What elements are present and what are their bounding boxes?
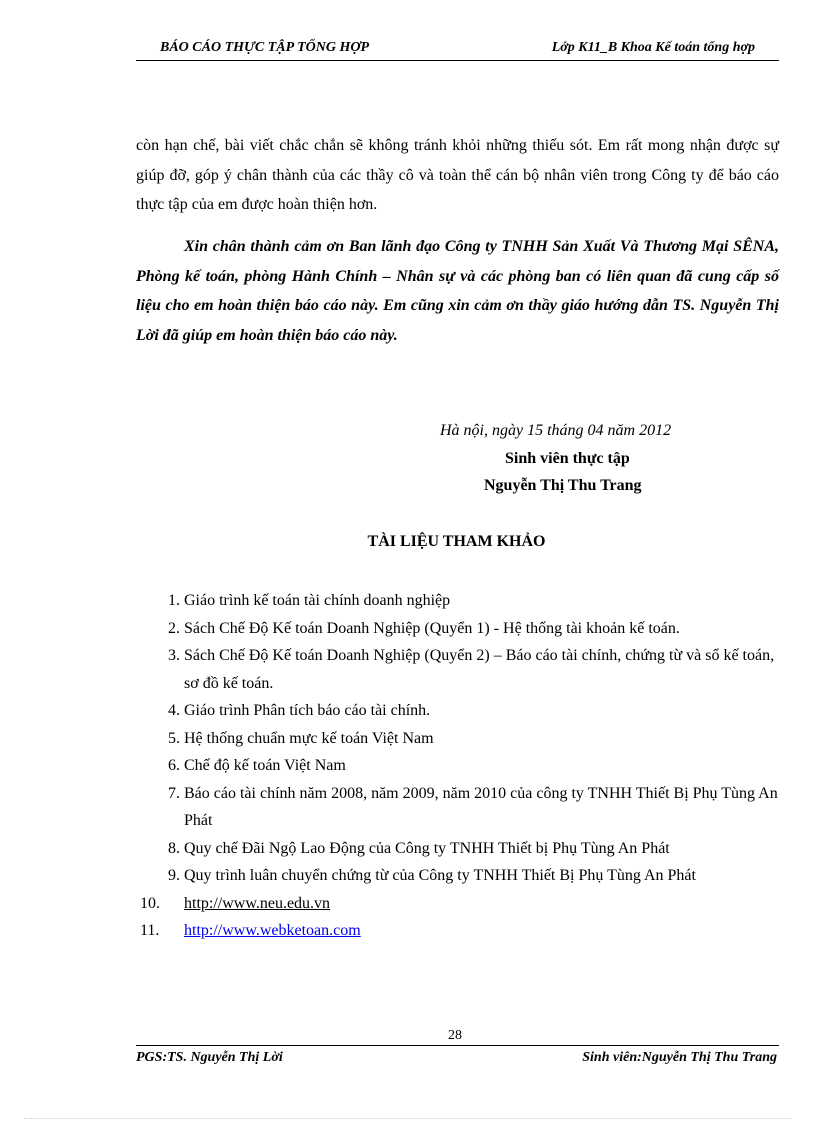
page-bottom-border [24,1118,792,1119]
reference-number: 10. [140,894,160,912]
reference-text: Quy chế Đãi Ngộ Lao Động của Công ty TNHH Thiết bị Phụ Tùng An Phát [184,839,670,857]
signature-name: Nguyễn Thị Thu Trang [484,477,642,494]
reference-text: Hệ thống chuẩn mực kế toán Việt Nam [184,729,434,747]
reference-item [148,587,778,615]
references-title: TÀI LIỆU THAM KHẢO [367,533,546,550]
signature-date: Hà nội, ngày 15 tháng 04 năm 2012 [440,422,672,439]
reference-item [148,697,778,725]
reference-number: 2. [168,619,180,637]
reference-text: Sách Chế Độ Kế toán Doanh Nghiệp (Quyển 2) – Báo cáo tài chính, chứng từ và sổ kế toán, sơ đồ kế toán. [184,647,775,692]
reference-item [148,835,778,863]
reference-number: 8. [168,839,180,857]
header-class-info: Lớp K11_B Khoa Kế toán tổng hợp [551,40,755,55]
reference-link-neu[interactable]: http://www.neu.edu.vn [184,894,331,912]
reference-number: 6. [168,757,180,774]
reference-item [148,752,778,780]
reference-text: Giáo trình kế toán tài chính doanh nghiệp [184,592,451,609]
references-list [140,587,778,945]
reference-item [140,917,778,945]
reference-number: 9. [168,867,180,884]
reference-number: 4. [168,702,180,719]
reference-item [148,780,778,835]
reference-item [148,862,778,890]
reference-link-webketoan[interactable]: http://www.webketoan.com [184,922,361,939]
reference-item [140,890,778,918]
reference-text: Báo cáo tài chính năm 2008, năm 2009, năm 2010 của công ty TNHH Thiết Bị Phụ Tùng An Phát [184,784,778,829]
reference-text: Quy trình luân chuyển chứng từ của Công ty TNHH Thiết Bị Phụ Tùng An Phát [184,867,696,884]
reference-item [148,725,778,753]
footer-supervisor: PGS:TS. Nguyễn Thị Lời [136,1050,283,1065]
reference-item [148,615,778,643]
page-header [136,40,779,61]
footer-student: Sinh viên:Nguyễn Thị Thu Trang [582,1050,777,1065]
body-paragraph: còn hạn chế, bài viết chắc chắn sẽ không tránh khỏi những thiếu sót. Em rất mong nhận được sự giúp đỡ, góp ý chân thành của các thầy cô và toàn thể cán bộ nhân viên trong Công ty để báo cáo thực tập của em được hoàn thiện hơn. [136,137,779,213]
page-number: 28 [448,1028,462,1043]
signature-role: Sinh viên thực tập [505,450,630,467]
reference-number: 7. [168,784,180,802]
header-title: BÁO CÁO THỰC TẬP TỔNG HỢP [160,40,370,55]
acknowledgement-paragraph: Xin chân thành cảm ơn Ban lãnh đạo Công ty TNHH Sản Xuất Và Thương Mại SÊNA, Phòng kế toán, phòng Hành Chính – Nhân sự và các phòng ban có liên quan đã cung cấp số liệu cho em hoàn thiện báo cáo này. Em cũng xin cảm ơn thầy giáo hướng dẫn TS. Nguyễn Thị Lời đã giúp em hoàn thiện báo cáo này. [136,238,779,344]
reference-number: 1. [168,592,180,609]
reference-number: 5. [168,729,180,747]
reference-text: Chế độ kế toán Việt Nam [184,757,346,774]
reference-number: 11. [140,922,160,939]
page-footer [136,1045,779,1068]
reference-text: Sách Chế Độ Kế toán Doanh Nghiệp (Quyển 1) - Hệ thống tài khoản kế toán. [184,619,680,637]
reference-number: 3. [168,647,180,664]
reference-text: Giáo trình Phân tích báo cáo tài chính. [184,702,431,719]
reference-item [148,642,778,697]
